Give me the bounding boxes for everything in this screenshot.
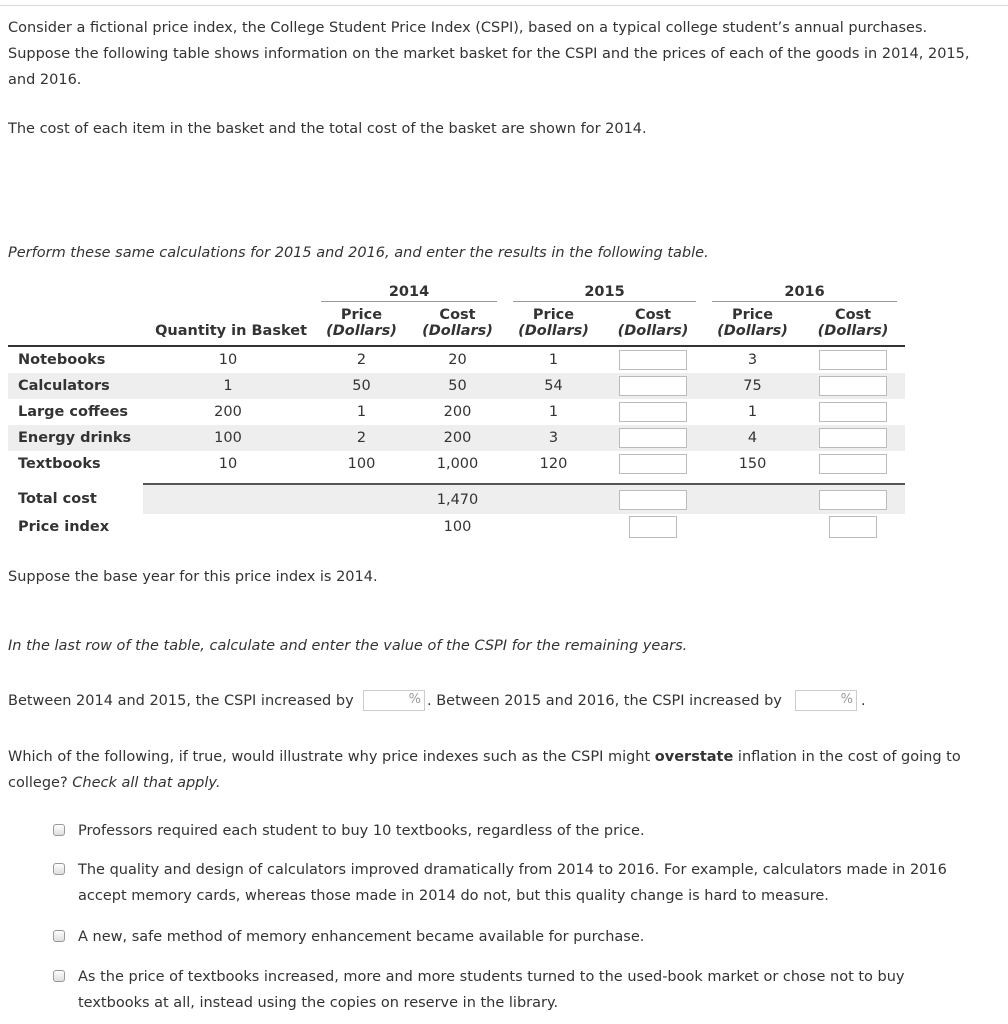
table-row [8, 373, 905, 399]
increase-2016-input[interactable] [795, 690, 857, 711]
price-2015-cell: 3 [505, 425, 602, 451]
quantity-cell: 10 [218, 456, 238, 472]
intro-cost-paragraph: The cost of each item in the basket and the total cost of the basket are shown for 2014. [8, 121, 647, 137]
option-item[interactable] [53, 818, 973, 844]
price-2016-cell: 4 [704, 425, 801, 451]
cost-header: Cost [834, 307, 872, 323]
unit-label: (Dollars) [518, 323, 589, 339]
checkbox[interactable] [53, 930, 65, 942]
item-name: Energy drinks [8, 425, 143, 451]
quantity-cell: 1 [143, 373, 313, 399]
top-divider [0, 5, 1008, 6]
total-cost-2016-input[interactable] [819, 490, 887, 510]
cost-2014-cell: 50 [410, 373, 505, 399]
price-index-2015-input[interactable] [629, 516, 677, 538]
checkbox[interactable] [53, 970, 65, 982]
cost-2014-cell: 200 [443, 404, 472, 420]
cost-2014-cell: 200 [410, 425, 505, 451]
unit-label: (Dollars) [326, 323, 397, 339]
unit-label: (Dollars) [617, 323, 689, 339]
price-header: Price [340, 307, 383, 323]
cost-2015-input[interactable] [619, 428, 687, 448]
increase-2015-input[interactable] [363, 690, 425, 711]
price-index-row [8, 514, 905, 540]
unit-label: (Dollars) [817, 323, 889, 339]
table-row [8, 425, 905, 451]
item-name: Notebooks [18, 352, 106, 368]
price-2015-cell: 1 [548, 404, 559, 420]
total-cost-label: Total cost [8, 484, 143, 514]
total-cost-row [8, 484, 905, 514]
price-header: Price [731, 307, 774, 323]
year-header-2014: 2014 [313, 280, 505, 302]
checkbox[interactable] [53, 824, 65, 836]
quantity-header: Quantity in Basket [143, 323, 313, 346]
quantity-cell: 10 [218, 352, 238, 368]
increase-text-2: . Between 2015 and 2016, the CSPI increased by [427, 693, 782, 709]
item-name: Textbooks [18, 456, 101, 472]
cost-header: Cost [439, 307, 476, 323]
price-2014-cell: 1 [356, 404, 367, 420]
increase-text-3: . [861, 693, 866, 709]
option-label: As the price of textbooks increased, more and more students turned to the used-book market or chose not to buy textbooks at all, instead using the copies on reserve in the library. [78, 969, 905, 1011]
cost-2015-input[interactable] [619, 454, 687, 474]
table-row [8, 451, 905, 477]
cost-2015-input[interactable] [619, 350, 687, 370]
cost-2016-input[interactable] [819, 376, 887, 396]
unit-label: (Dollars) [717, 323, 788, 339]
instruction-paragraph: Perform these same calculations for 2015 and 2016, and enter the results in the following table. [8, 245, 709, 261]
item-name: Large coffees [18, 404, 129, 420]
question-text: Which of the following, if true, would illustrate why price indexes such as the CSPI might overstate inflation in the cost of going to college? Check all that apply. [8, 749, 961, 791]
intro-paragraph: Consider a fictional price index, the College Student Price Index (CSPI), based on a typical college student’s annual purchases. Suppose the following table shows information on the market basket for the CSPI and the prices of each of the goods in 2014, 2015, and 2016. [8, 20, 970, 88]
year-header-2016: 2016 [704, 280, 905, 302]
cost-2016-input[interactable] [819, 454, 887, 474]
base-year-text: Suppose the base year for this price index is 2014. [8, 569, 378, 585]
last-row-instruction: In the last row of the table, calculate and enter the value of the CSPI for the remaining years. [8, 638, 688, 654]
price-2014-cell: 100 [347, 456, 376, 472]
table-row [8, 346, 905, 373]
overstate-emphasis: overstate [654, 749, 734, 765]
price-2016-cell: 75 [704, 373, 801, 399]
quantity-cell: 200 [214, 404, 242, 420]
total-cost-2014: 1,470 [410, 484, 505, 514]
price-2015-cell: 1 [548, 352, 559, 368]
price-2016-cell: 1 [747, 404, 758, 420]
price-2014-cell: 2 [356, 352, 367, 368]
item-name: Calculators [8, 373, 143, 399]
price-index-label: Price index [18, 519, 110, 535]
percent-sign: % [840, 692, 853, 707]
cost-header: Cost [634, 307, 672, 323]
cspi-table [8, 280, 905, 540]
checkbox[interactable] [53, 863, 65, 875]
percent-sign: % [408, 692, 421, 707]
check-all-hint: Check all that apply. [72, 775, 221, 791]
price-2015-cell: 54 [505, 373, 602, 399]
option-item[interactable] [53, 857, 973, 909]
cost-2016-input[interactable] [819, 402, 887, 422]
cost-2015-input[interactable] [619, 402, 687, 422]
cost-2015-input[interactable] [619, 376, 687, 396]
cost-2016-input[interactable] [819, 428, 887, 448]
option-item[interactable] [53, 924, 973, 950]
option-label: The quality and design of calculators improved dramatically from 2014 to 2016. For example, calculators made in 2016 accept memory cards, whereas those made in 2014 do not, but this quality change is hard to measure. [78, 862, 947, 904]
price-index-2016-input[interactable] [829, 516, 877, 538]
total-cost-2015-input[interactable] [619, 490, 687, 510]
cost-2014-cell: 20 [448, 352, 467, 368]
price-index-2014: 100 [443, 519, 472, 535]
price-2014-cell: 2 [313, 425, 410, 451]
unit-label: (Dollars) [422, 323, 493, 339]
quantity-cell: 100 [143, 425, 313, 451]
price-2015-cell: 120 [539, 456, 568, 472]
year-header-2015: 2015 [505, 280, 704, 302]
price-2016-cell: 3 [747, 352, 758, 368]
increase-text-1: Between 2014 and 2015, the CSPI increased by [8, 693, 354, 709]
price-header: Price [532, 307, 575, 323]
option-label: A new, safe method of memory enhancement became available for purchase. [78, 929, 645, 945]
option-label: Professors required each student to buy 10 textbooks, regardless of the price. [78, 823, 645, 839]
table-row [8, 399, 905, 425]
cost-2016-input[interactable] [819, 350, 887, 370]
cost-2014-cell: 1,000 [436, 456, 479, 472]
price-2016-cell: 150 [738, 456, 767, 472]
price-2014-cell: 50 [313, 373, 410, 399]
option-item[interactable] [53, 964, 973, 1016]
